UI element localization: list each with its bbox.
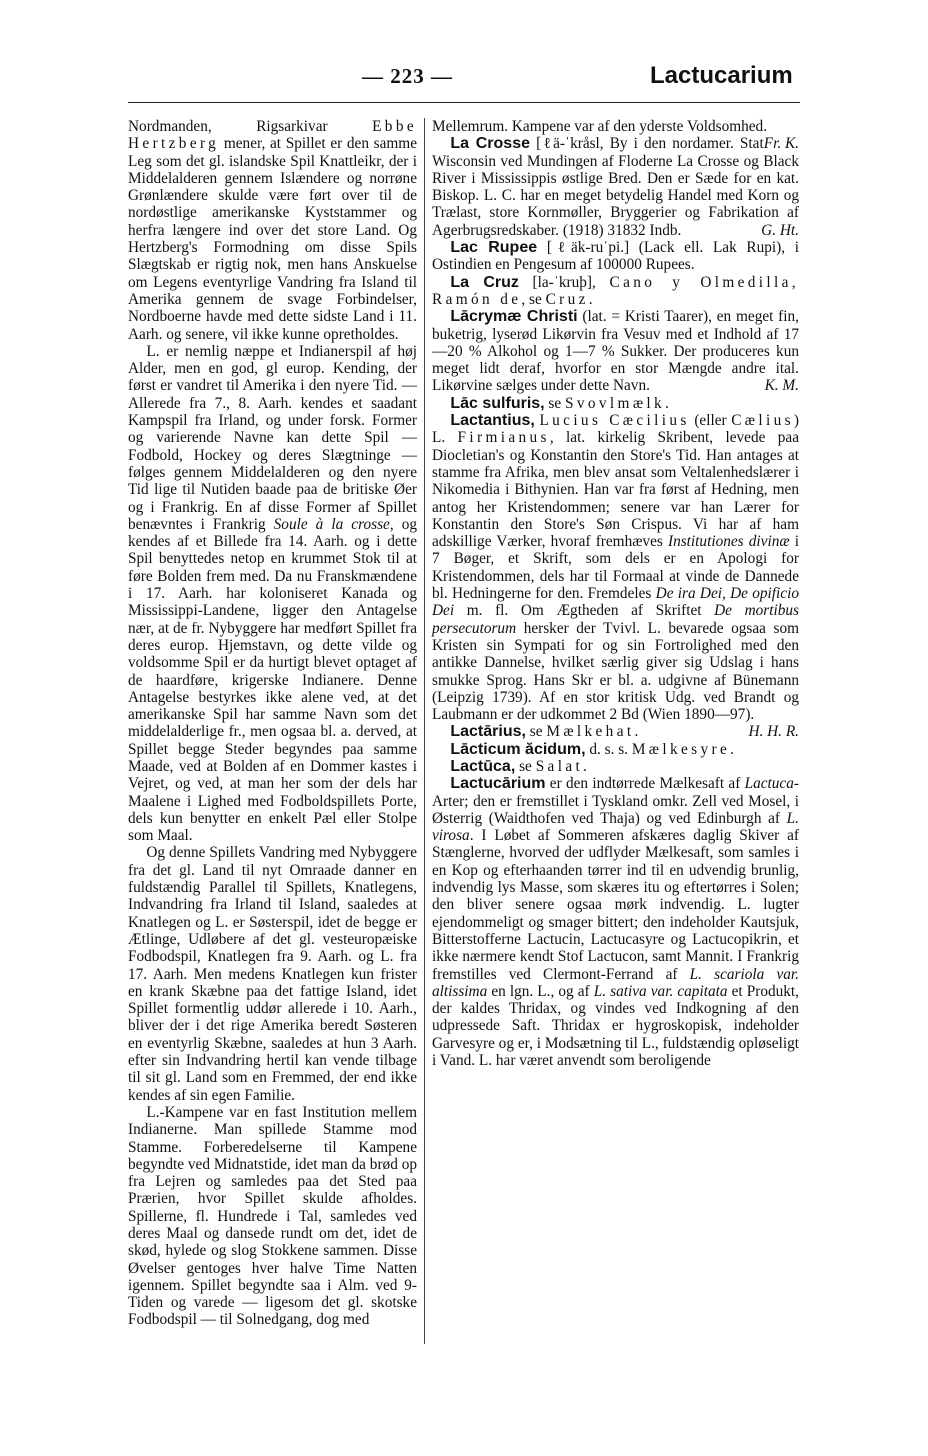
paragraph: Nordmanden, Rigsarkivar Ebbe Hertzberg mener, at Spillet er den samme Leg som det gl. islandske Spil Knattleikr, der i Middelalderen gennem Islændere og norrøne Grønlændere skulde være ført over til de nordøstlige amerikanske Kyststammer og herfra længere ind over det store Land. Og Hertzberg's Formodning om disse Spils Slægtskab er rigtig nok, men hans Anskuelse om Legens eventyrlige Vandring fra Island til Amerika gennem de svage Forbindelser, Nordboerne havde med dette sidste Land i 11. Aarh. og senere, vil ikke kunne opretholdes.	[128, 118, 417, 343]
entry-lac-rupee: Lac Rupee [ℓäk-ruˈpi.] (Lack ell. Lak Rupi), i Ostindien en Pengesum af 100000 Rupees.	[432, 239, 800, 274]
headword: Lactūca,	[450, 757, 516, 775]
entry-la-crosse: La Crosse [ℓä-ˈkråsl, By i den nordamer. Stat Wisconsin ved Mundingen af Floderne La Crosse og Black River i Mississippis østlige Bred. Den er Sæde for en kat. Biskop. L. C. har en meget betydelig Handel med Korn og Trælast, store Kornmøller, Bryggerier og Fabrikation af Agerbrugsredskaber. (1918) 31832 Indb. G. Ht.	[432, 135, 799, 239]
entry-lactucarium: Lactucārium er den indtørrede Mælkesaft af Lactuca-Arter; den er fremstillet i Tyskland omkr. Zell ved Mosel, i Østerrig (Waidthofen ved Thaja) og ved Edinburgh af L. virosa. I Løbet af Sommeren afskæres daglig Skiver af Stænglerne, hvorved der udflyder Mælkesaft, som samles i en Kop og efterhaanden tørrer ind til en udvendig brunlig, indvendig lys Masse, som skæres itu og eftertørres i Solen; den bliver senere ogsaa mørk indvendig. L. lugter ejendommeligt og smager bittert; den indeholder Kautsjuk, Bitterstofferne Lactucin, Lactucasyre og Lactucopikrin, et ikke nærmere kendt Stof Lactucon, samt Mannit. I Frankrig fremstilles ved Clermont-Ferrand af L. scariola var. altissima en lgn. L., og af L. sativa var. capitata et Produkt, der kaldes Thridax, og vindes ved Indkogning af den udpressede Saft. Thridax er hygroskopisk, indeholder Garvesyre og er, i Modsætning til L., fuldstændig opløseligt i Vand. L. har været anvendt som beroligende	[432, 775, 799, 1070]
author-signature: G. Ht.	[761, 221, 799, 239]
entry-la-cruz: La Cruz [la-ˈkruþ], Cano y Olmedilla, Ramón de, se Cruz.	[432, 273, 799, 308]
left-column	[128, 118, 417, 1329]
page-number: — 223 —	[362, 64, 453, 88]
author-signature: H. H. R.	[748, 723, 799, 741]
entry-lactantius: Lactantius, Lucius Cæcilius (eller Cælius) L. Firmianus, lat. kirkelig Skribent, levede paa Diocletian's og Konstantin den Store's Tid. Han antages at stamme fra Afrika, men blev ansat som Veltalenhedslærer i Nikomedia i Bithynien. Han var fra først af Hedning, men antog her Kristendommen; senere var han Lærer for Konstantin den Store's Søn Crispus. Vi har af ham adskillige Værker, hvoraf fremhæves Institutiones divinæ i 7 Bøger, et Skrift, som dels er en Apologi for Kristendommen, dels har til Formaal at vinde de Dannede bl. Hedningerne for den. Fremdeles De ira Dei, De opificio Dei m. fl. Om Ægtheden af Skriftet De mortibus persecutorum hersker der Tvivl. L. bevarede ogsaa som Kristen sin Sympati for og sin Fortrolighed med den antikke Dannelse, hvilket særlig giver sig Udslag i hans smukke Sprog. Hans Skr er bl. a. udgivne af Bünemann (Leipzig 1739). Af en stor kritisk Udg. ved Brandt og Laubmann er der udkommet 2 Bd (Wien 1890—97). H. H. R.	[432, 412, 800, 741]
headword: Lactārius,	[450, 723, 526, 741]
column-divider	[424, 118, 425, 1344]
headword: Lāc sulfuris,	[450, 394, 545, 412]
entry-lacrymae-christi: Lācrymæ Christi (lat. = Kristi Taarer), en meget fin, buketrig, lyserød Likørvin fra Vesuv med et Indhold af 17—20 % Alkohol og 1—7 % Sukker. Der produceres kun meget lidt deraf, hvorfor en stor Mængde andre ital. Likørvine sælges under dette Navn. K. M.	[432, 308, 799, 395]
paragraph: L. er nemlig næppe et Indianerspil af høj Alder, men en god, gl europ. Kending, der først er vandret til Amerika i den nyere Tid. — Allerede fra 7., 8. Aarh. kendes et saadant Kampspil fra Irland, og under forsk. Former og varierende Navne kan dette Spil — Fodbold, Hockey og deres Slægtninge — følges gennem Middelalderen og den nyere Tid lige til Nutiden baade paa de britiske Øer og i Frankrig. En af disse Former af Spillet benævntes i Frankrig Soule à la crosse, og kendes af et Billede fra 14. Aarh. og i dette Spil benyttedes netop en krummet Stok til at føre Bolden frem med. Da nu Franskmændene i 17. Aarh. har koloniseret Kanada og Mississippi-Landene, ligger den Antagelse nær, at de fr. Nybyggere har medført Spillet fra deres europ. Hjemstavn, og dette vilde og voldsomme Spil er da hurtigt blevet optaget af de haardføre, krigerske Indianere. Denne Antagelse bestyrkes ikke alene ved, at det amerikanske Spil har samme Navn som det middelalderlige fr., men ogsaa bl. a. derved, at Spillet begge Steder begyndes paa samme Maade, ved at Bolden af en Dommer kastes i Vejret, og ved, at man her som der dels har Maalene i Lighed med Fodboldspillets Porte, dels kun benytter en enkelt Pæl eller Stolpe som Maal.	[128, 342, 417, 845]
cross-reference: Mælkesyre.	[631, 740, 738, 758]
paragraph: L.-Kampene var en fast Institution mellem Indianerne. Man spillede Stamme mod Stamme. Forberedelserne til Kampene begyndte ved Midnatstide, idet man da brød op fra Lejren og samledes paa det Sted paa Prærien, hvor Spillet skulde afholdes. Spillerne, fl. Hundrede i Tal, samledes ved deres Maal og dansede rundt om det, idet de skød, hylede og slog Stokkene sammen. Disse Øvelser gentoges hver halve Time Natten igennem. Spillet begyndte saa i Alm. ved 9-Tiden og varede — ligesom det gl. skotske Fodbodspil — til Solnedgang, dog med	[128, 1103, 417, 1329]
entry-lacticum-acidum: Lācticum ăcidum, d. s. s. Mælkesyre.	[450, 740, 738, 758]
entry-lac-sulfuris: Lāc sulfuris, se Svovlmælk.	[450, 394, 673, 412]
page-header	[0, 64, 928, 104]
author-signature: K. M.	[764, 377, 799, 395]
right-column	[432, 118, 799, 1069]
headword: La Crosse	[450, 135, 531, 153]
entry-lactuca: Lactūca, se Salat.	[450, 757, 591, 775]
headword: Lācrymæ Christi	[450, 308, 578, 326]
author-signature: Fr. K.	[763, 135, 799, 153]
cross-reference: Salat.	[535, 757, 591, 775]
header-rule	[128, 102, 800, 103]
continued-paragraph: Mellemrum. Kampene var af den yderste Voldsomhed. Fr. K.	[432, 118, 799, 153]
headword: Lācticum ăcidum,	[450, 740, 586, 758]
running-head: Lactucarium	[650, 62, 793, 89]
headword: Lactucārium	[450, 775, 546, 793]
cross-reference: Svovlmælk.	[565, 394, 673, 412]
headword: La Cruz	[450, 273, 519, 291]
headword: Lac Rupee	[450, 239, 538, 257]
cross-reference: Cruz.	[545, 290, 596, 308]
headword: Lactantius,	[450, 412, 535, 430]
entry-lactarius: Lactārius, se Mælkehat.	[450, 723, 642, 741]
cross-reference: Mælkehat.	[546, 723, 642, 741]
paragraph: Og denne Spillets Vandring med Nybyggere fra det gl. Land til nyt Omraade danner en fuldstændig Parallel til Spillets, Knatlegens, Indvandring fra Irland til Island, saaledes at Knatlegen og L. er Søsterspil, idet de begge er Ætlinge, Udløbere af det gl. vesteuropæiske Fodbodspil, Knatlegen fra 9. Aarh. og L. fra 17. Aarh. Men medens Knatlegen kun frister en krank Skæbne paa det fattige Island, idet Spillet formentlig uddør allerede i 10. Aarh., bliver der i det rige Amerika beredt Søsteren en eventyrlig Skæbne, saaledes at hun 3 Aarh. efter sin Indvandring hertil kan vende tilbage til sit gl. Land som en Fremmed, der end ikke kendes af sin egen Familie.	[128, 844, 417, 1104]
